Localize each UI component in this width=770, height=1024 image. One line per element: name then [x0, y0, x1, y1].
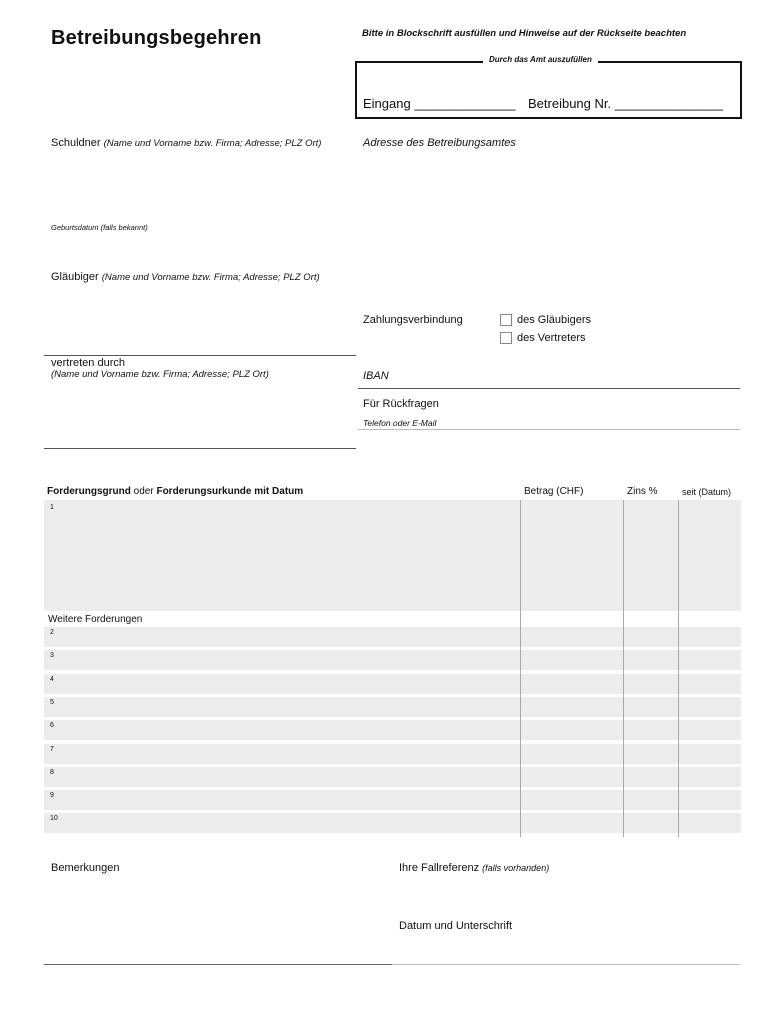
vertreten-bottom-line [44, 448, 356, 449]
col-seit: seit (Datum) [682, 487, 732, 497]
divider-seit [678, 500, 679, 837]
fill-in-hint: Bitte in Blockschrift ausfüllen und Hinweise auf der Rückseite beachten [362, 28, 687, 39]
checkbox-glaeubiger[interactable] [500, 314, 512, 326]
claim-row-number: 2 [50, 629, 54, 636]
weitere-forderungen-label: Weitere Forderungen [48, 614, 143, 625]
claim-row-1[interactable] [44, 500, 741, 611]
vertreten-hint: (Name und Vorname bzw. Firma; Adresse; PLZ Ort) [51, 369, 269, 380]
geburtsdatum-label: Geburtsdatum (falls bekannt) [51, 223, 148, 232]
claim-row-number: 1 [50, 504, 54, 511]
checkbox-vertreter[interactable] [500, 332, 512, 344]
col-zins: Zins % [627, 486, 658, 497]
office-use-label: Durch das Amt auszufüllen [483, 55, 598, 64]
claim-row[interactable] [44, 790, 741, 810]
claims-head-urkunde: Forderungsurkunde mit Datum [156, 486, 304, 497]
claim-row[interactable] [44, 697, 741, 717]
iban-label: IBAN [363, 370, 389, 382]
fallreferenz-section [399, 862, 549, 874]
col-betrag: Betrag (CHF) [524, 486, 584, 497]
claim-row[interactable] [44, 767, 741, 787]
claims-header [47, 486, 303, 497]
claim-row-number: 3 [50, 652, 54, 659]
signature-line[interactable] [392, 964, 740, 965]
schuldner-label: Schuldner [51, 137, 101, 149]
claim-row-number: 10 [50, 815, 58, 822]
betreibung-nr-field[interactable]: Betreibung Nr. _______________ [528, 96, 724, 111]
fallreferenz-label: Ihre Fallreferenz [399, 862, 480, 874]
vertreten-top-line [44, 355, 356, 356]
claim-row-number: 9 [50, 792, 54, 799]
glaeubiger-label: Gläubiger [51, 271, 99, 283]
vertreten-label: vertreten durch [51, 357, 125, 369]
claim-row[interactable] [44, 627, 741, 647]
claim-row[interactable] [44, 674, 741, 694]
claims-head-oder: oder [130, 486, 157, 497]
claim-row-number: 8 [50, 769, 54, 776]
contact-line[interactable] [358, 429, 740, 430]
option-vertreter-label: des Vertreters [517, 332, 586, 344]
rueckfragen-label: Für Rückfragen [363, 398, 439, 410]
claim-row[interactable] [44, 744, 741, 764]
claim-row[interactable] [44, 813, 741, 833]
glaeubiger-section [51, 271, 320, 283]
claim-row-number: 4 [50, 676, 54, 683]
claim-row[interactable] [44, 720, 741, 740]
claim-row-number: 7 [50, 746, 54, 753]
option-glaeubiger-label: des Gläubigers [517, 314, 591, 326]
claim-row[interactable] [44, 650, 741, 670]
eingang-field[interactable]: Eingang ______________ [363, 96, 516, 111]
divider-zins [623, 500, 624, 837]
claims-head-grund: Forderungsgrund [47, 486, 131, 497]
form-title: Betreibungsbegehren [51, 27, 262, 49]
fallreferenz-hint: (falls vorhanden) [482, 863, 550, 873]
zahlung-label: Zahlungsverbindung [363, 314, 463, 326]
claim-row-number: 6 [50, 722, 54, 729]
bemerkungen-line[interactable] [44, 964, 392, 965]
office-address-label: Adresse des Betreibungsamtes [363, 137, 516, 149]
schuldner-hint: (Name und Vorname bzw. Firma; Adresse; PLZ Ort) [103, 138, 322, 149]
divider-betrag [520, 500, 521, 837]
schuldner-section [51, 137, 321, 149]
iban-line[interactable] [358, 388, 740, 389]
signature-label: Datum und Unterschrift [399, 920, 513, 932]
bemerkungen-label: Bemerkungen [51, 862, 120, 874]
claim-row-number: 5 [50, 699, 54, 706]
contact-hint: Telefon oder E-Mail [363, 418, 437, 428]
glaeubiger-hint: (Name und Vorname bzw. Firma; Adresse; PLZ Ort) [101, 272, 320, 283]
